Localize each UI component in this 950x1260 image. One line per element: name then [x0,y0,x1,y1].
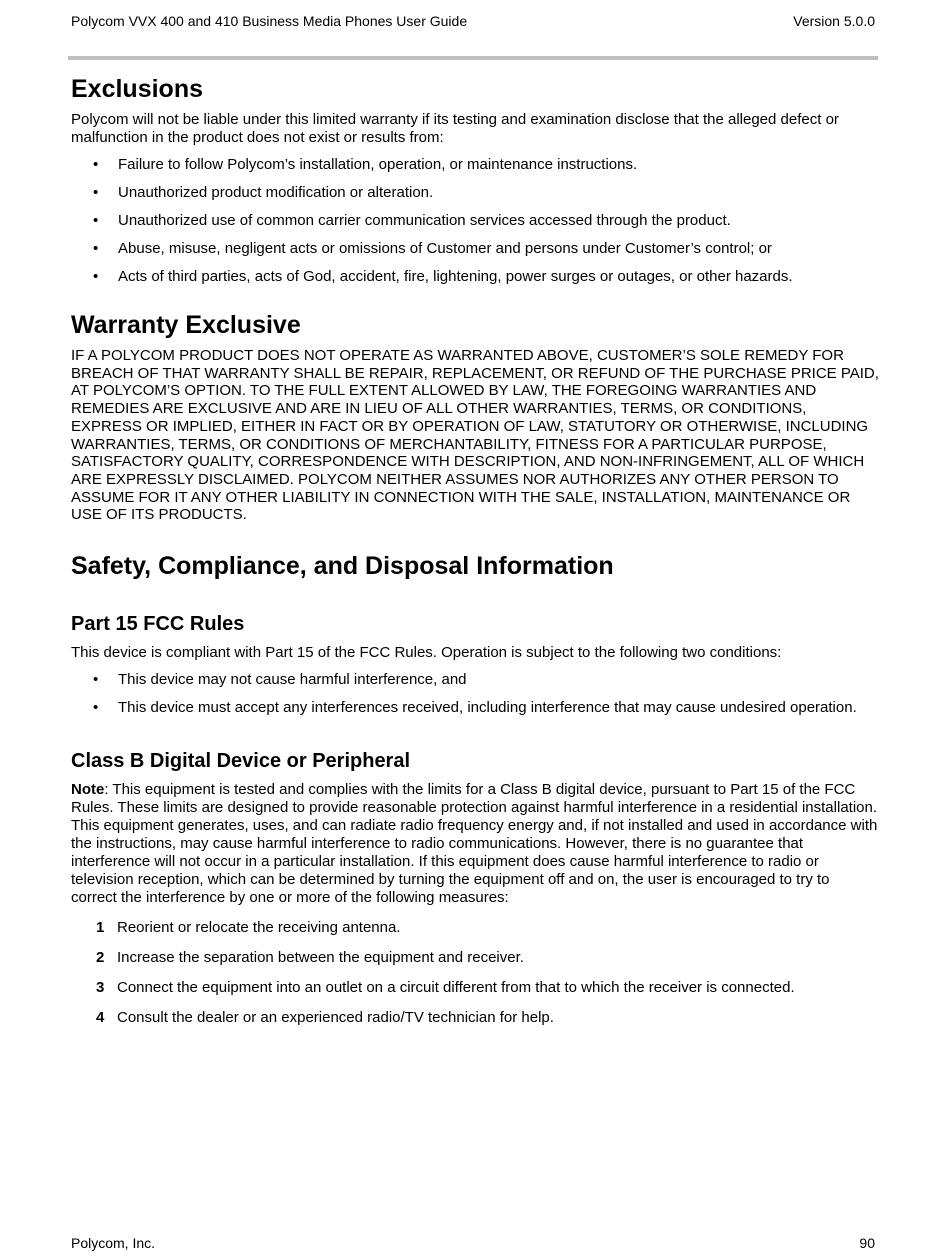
class-b-section [71,749,879,1027]
fcc-section [71,612,879,718]
warranty-exclusive-section [71,310,879,524]
page-number: 90 [859,1235,875,1251]
step-number: 1 [96,919,105,937]
class-b-heading: Class B Digital Device or Peripheral [71,750,411,773]
step-number: 4 [96,1009,105,1027]
page-header [71,13,875,29]
note-label: Note [71,781,105,799]
list-item: • This device may not cause harmful interference, and [71,669,879,690]
page-footer [71,1235,875,1251]
header-divider [68,56,878,60]
safety-section [71,551,879,581]
list-item: • Abuse, misuse, negligent acts or omissions of Customer and persons under Customer’s control; or [71,238,879,259]
footer-company: Polycom, Inc. [71,1235,156,1251]
list-item [71,949,879,967]
document-version: Version 5.0.0 [793,13,875,29]
fcc-intro: This device is compliant with Part 15 of the FCC Rules. Operation is subject to the following two conditions: [71,644,782,662]
page-content [71,74,879,1027]
step-text: Increase the separation between the equipment and receiver. [117,949,524,967]
warranty-exclusive-body: IF A POLYCOM PRODUCT DOES NOT OPERATE AS WARRANTED ABOVE, CUSTOMER’S SOLE REMEDY FOR BREACH OF THAT WARRANTY SHALL BE REPAIR, REPLACEMENT, OR REFUND OF THE PURCHASE PRICE PAID, AT POLYCOM’S OPTION. TO THE FULL EXTENT ALLOWED BY LAW, THE FOREGOING WARRANTIES AND REMEDIES ARE EXCLUSIVE AND ARE IN LIEU OF ALL OTHER WARRANTIES, TERMS, OR CONDITIONS, EXPRESS OR IMPLIED, EITHER IN FACT OR BY OPERATION OF LAW, STATUTORY OR OTHERWISE, INCLUDING WARRANTIES, TERMS, OR CONDITIONS OF MERCHANTABILITY, FITNESS FOR A PARTICULAR PURPOSE, SATISFACTORY QUALITY, CORRESPONDENCE WITH DESCRIPTION, AND NON-INFRINGEMENT, ALL OF WHICH ARE EXPRESSLY DISCLAIMED. POLYCOM NEITHER ASSUMES NOR AUTHORIZES ANY OTHER PERSON TO ASSUME FOR IT ANY OTHER LIABILITY IN CONNECTION WITH THE SALE, INSTALLATION, MAINTENANCE OR USE OF ITS PRODUCTS. [71,347,879,524]
list-item: • Acts of third parties, acts of God, accident, fire, lightening, power surges or outages, or other hazards. [71,266,879,287]
exclusions-intro: Polycom will not be liable under this limited warranty if its testing and examination disclose that the alleged defect or malfunction in the product does not exist or results from: [71,111,839,146]
list-item [71,979,879,997]
safety-heading: Safety, Compliance, and Disposal Information [71,552,614,581]
step-number: 2 [96,949,105,967]
fcc-conditions-list [71,669,879,718]
class-b-note [71,781,879,907]
step-text: Consult the dealer or an experienced radio/TV technician for help. [117,1009,554,1027]
list-item: • Unauthorized product modification or alteration. [71,182,879,203]
class-b-measures-list [71,919,879,1027]
list-item: • Failure to follow Polycom’s installation, operation, or maintenance instructions. [71,154,879,175]
exclusions-heading: Exclusions [71,75,203,103]
list-item: • This device must accept any interferences received, including interference that may cause undesired operation. [71,697,879,718]
note-body: : This equipment is tested and complies with the limits for a Class B digital device, pursuant to Part 15 of the FCC Rules. These limits are designed to provide reasonable protection against harmful interference in a residential installation. This equipment generates, uses, and can radiate radio frequency energy and, if not installed and used in accordance with the instructions, may cause harmful interference to radio communications. However, there is no guarantee that interference will not occur in a particular installation. If this equipment does cause harmful interference to radio or television reception, which can be determined by turning the equipment off and on, the user is encouraged to try to correct the interference by one or more of the following measures: [71,781,878,907]
exclusions-section [71,74,879,287]
warranty-exclusive-heading: Warranty Exclusive [71,311,301,339]
exclusions-list [71,154,879,287]
step-number: 3 [96,979,105,997]
list-item: • Unauthorized use of common carrier communication services accessed through the product. [71,210,879,231]
step-text: Reorient or relocate the receiving antenna. [117,919,401,937]
list-item [71,919,879,937]
fcc-heading: Part 15 FCC Rules [71,613,245,636]
document-title: Polycom VVX 400 and 410 Business Media Phones User Guide [71,13,468,29]
step-text: Connect the equipment into an outlet on a circuit different from that to which the receiver is connected. [117,979,795,997]
list-item [71,1009,879,1027]
